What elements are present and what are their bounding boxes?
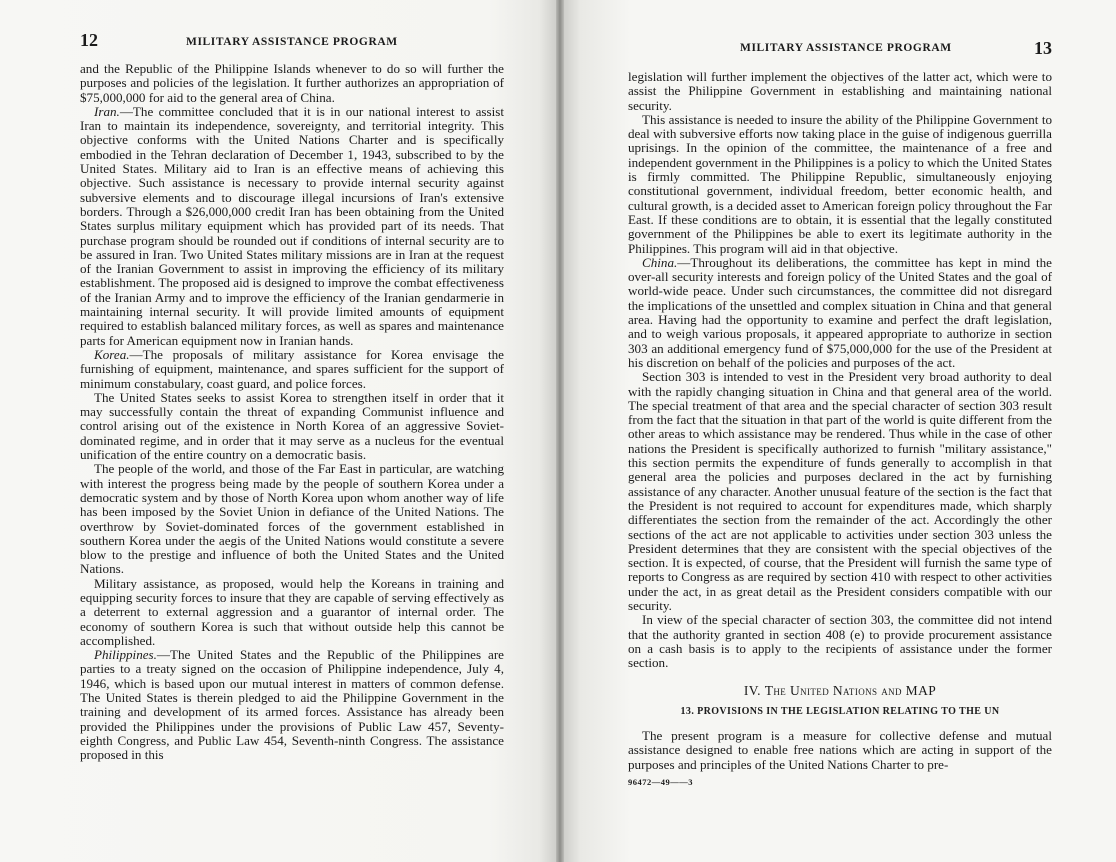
right-page xyxy=(564,0,1116,862)
paragraph-text: —The committee concluded that it is in our national interest to assist Iran to maintain its independence, sovereignty, and territorial integrity. This objective conforms with the United Nations Charter and is specifically embodied in the Tehran declaration of December 1, 1943, subscribed to by the United States. Military aid to Iran is an effective means of achieving this objective. Such assistance is necessary to provide internal security against subversive elements and to discourage illegal incursions of Iran's extensive borders. Through a $26,000,000 credit Iran has been obtaining from the United States surplus military equipment which has provided part of its needs. That purchase program should be rounded out if conditions of internal security are to be assured in Iran. Two United States military missions are in Iran at the request of the Iranian Government to assist in improving the efficiency of its military establishment. The proposed aid is designed to improve the combat effectiveness of the Iranian Army and to improve the efficiency of the Iranian gendarmerie in maintaining internal security. It will provide limited amounts of equipment required to establish balanced military forces, as well as spares and maintenance parts for American equipment now in Iranian hands. xyxy=(80,103,504,348)
paragraph-lead: Philippines. xyxy=(94,647,157,663)
print-code: 96472—49——3 xyxy=(628,776,693,787)
paragraph-iran xyxy=(80,105,504,348)
paragraph: legislation will further implement the objectives of the latter act, which were to assist the Philippine Government in establishing and maintaining national security. xyxy=(628,69,1052,113)
page-body xyxy=(80,62,504,763)
paragraph-text: —The United States and the Republic of the Philippines are parties to a treaty signed on the occasion of Philippine independence, July 4, 1946, which is based upon our mutual interest in matters of common defense. The United States is therein pledged to aid the Philippine Government in the training and development of its armed forces. Assistance has already been provided the Philippines under the provisions of Public Law 457, Seventy-eighth Congress, and Public Law 454, Seventh-ninth Congress. The assistance proposed in this xyxy=(80,647,504,763)
section-heading xyxy=(628,684,1052,698)
paragraph-lead: China. xyxy=(642,254,678,270)
paragraph-korea xyxy=(80,348,504,391)
section-number: IV. xyxy=(743,683,761,699)
paragraph: The United States seeks to assist Korea to strengthen itself in order that it may successfully contain the threat of expanding Communist influence and control arising out of the existence in North Korea of an aggressive Soviet-dominated regime, and in order that it may serve as a nucleus for the eventual unification of the entire country on a democratic basis. xyxy=(80,389,504,463)
page-number: 12 xyxy=(80,30,98,50)
running-header: MILITARY ASSISTANCE PROGRAM xyxy=(740,42,952,54)
paragraph: and the Republic of the Philippine Islands whenever to do so will further the purposes and policies of the legislation. It further authorizes an appropriation of $75,000,000 for aid to the general area of China. xyxy=(80,61,504,105)
paragraph-lead: Iran. xyxy=(94,103,120,119)
subsection-heading: 13. PROVISIONS IN THE LEGISLATION RELATING TO THE UN xyxy=(680,705,1000,717)
page-number: 13 xyxy=(1034,38,1052,58)
paragraph-china xyxy=(628,256,1052,370)
paragraph-philippines xyxy=(80,648,504,762)
paragraph: Section 303 is intended to vest in the President very broad authority to deal with the rapidly changing situation in China and that general area of the world. The special treatment of that area and the special character of section 303 result from the fact that the situation in that part of the world is quite different from the other areas to which assistance may be rendered. Thus while in the case of other nations the President is specifically authorized to furnish "military assistance," this section permits the expenditure of funds generally to accomplish in that general area the policies and purposes declared in the act by furnishing assistance of any character. Another unusual feature of the section is the fact that the President is not required to account for expenditures made, which sharply differentiates the section from the remainder of the act. Accordingly the other sections of the act are not applicable to activities under section 303 unless the President determines that they are consistent with the special objectives of the section. It is expected, of course, that the President will furnish the same type of reports to Congress as are required by section 410 with respect to other activities under the act, in as great detail as the President considers compatible with our security. xyxy=(628,369,1052,613)
paragraph: This assistance is needed to insure the ability of the Philippine Government to deal with subversive efforts now taking place in the guise of indigenous guerrilla uprisings. In the opinion of the committee, the maintenance of a free and independent government in the Philippines is a policy to which the United States is firmly committed. The Philippine Republic, simultaneously enjoying constitutional government, individual freedom, better economic health, and cultural growth, is a decided asset to American foreign policy throughout the Far East. If these conditions are to obtain, it is essential that the legally constituted government of the Philippines be able to exert its legitimate authority in the Philippines. This program will aid in that objective. xyxy=(628,111,1052,256)
left-page xyxy=(0,0,556,862)
page-body xyxy=(628,70,1052,789)
paragraph-lead: Korea. xyxy=(94,346,130,362)
section-title: The United Nations and MAP xyxy=(764,683,937,699)
paragraph-text: —The proposals of military assistance for Korea envisage the furnishing of equipment, maintenance, and spares sufficient for the support of minimum constabulary, coast guard, and police forces. xyxy=(80,346,504,391)
running-header: MILITARY ASSISTANCE PROGRAM xyxy=(186,36,398,48)
paragraph: The present program is a measure for collective defense and mutual assistance designed to enable free nations which are acting in support of the purposes and principles of the United Nations Charter to pre- xyxy=(628,728,1052,772)
book-gutter xyxy=(556,0,564,862)
paragraph: In view of the special character of section 303, the committee did not intend that the authority granted in section 408 (e) to provide procurement assistance on a cash basis is to apply to the recipients of assistance under the former section. xyxy=(628,612,1052,671)
paragraph: Military assistance, as proposed, would help the Koreans in training and equipping security forces to insure that they are capable of serving effectively as a deterrent to external aggression and a guarantor of internal order. The economy of southern Korea is such that without outside help this cannot be accomplished. xyxy=(80,575,504,648)
paragraph-text: —Throughout its deliberations, the committee has kept in mind the over-all security interests and foreign policy of the United States and the goal of world-wide peace. Under such circumstances, the committee did not disregard the implications of the unsettled and complex situation in China and that general area. Having had the opportunity to examine and perfect the draft legislation, and to weigh various proposals, it appeared appropriate to authorize in section 303 an additional emergency fund of $75,000,000 for the use of the President at his discretion on behalf of the policies and purposes of the act. xyxy=(628,254,1052,370)
paragraph: The people of the world, and those of the Far East in particular, are watching with interest the progress being made by the people of southern Korea under a democratic system and by those of North Korea upon whom another way of life has been imposed by the Soviet Union in defiance of the United Nations. The overthrow by Soviet-dominated forces of the government established in southern Korea under the aegis of the United Nations would constitute a severe blow to the prestige and influence of both the United States and the United Nations. xyxy=(80,461,504,577)
